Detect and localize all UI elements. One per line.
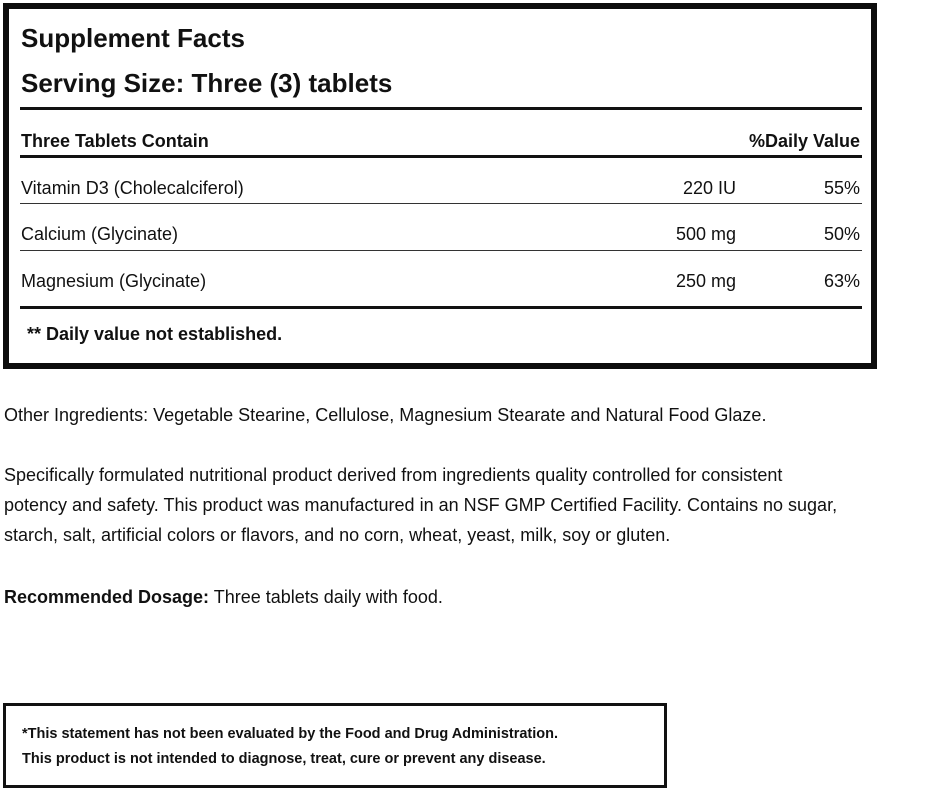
supplement-facts-panel [3,3,877,369]
nutrient-amount: 250 mg [675,271,736,291]
nutrient-amount: 220 IU [682,178,736,198]
other-ingredients: Other Ingredients: Vegetable Stearine, Cellulose, Magnesium Stearate and Natural Food Glaze. [4,405,767,425]
row-divider [20,203,862,204]
fda-disclaimer-box [3,703,667,788]
serving-size: Serving Size: Three (3) tablets [21,68,393,98]
recommended-dosage [4,582,443,612]
description-line: starch, salt, artificial colors or flavors, and no corn, wheat, yeast, milk, soy or gluten. [4,525,671,545]
row-divider [20,250,862,251]
column-header-daily-value: %Daily Value [748,131,860,151]
disclaimer-line: This product is not intended to diagnose, treat, cure or prevent any disease. [22,751,546,767]
panel-title: Supplement Facts [21,23,245,53]
description-line: Specifically formulated nutritional product derived from ingredients quality controlled for consistent [4,465,783,485]
nutrient-row [9,223,871,247]
nutrient-name: Vitamin D3 (Cholecalciferol) [21,178,244,198]
disclaimer-line: *This statement has not been evaluated by the Food and Drug Administration. [22,726,559,742]
dosage-text: Three tablets daily with food. [209,587,443,607]
description-line: potency and safety. This product was manufactured in an NSF GMP Certified Facility. Contains no sugar, [4,495,838,515]
column-header-contents: Three Tablets Contain [21,131,209,151]
daily-value-footnote: ** Daily value not established. [27,324,283,344]
nutrient-row [9,270,871,294]
nutrient-daily-value: 50% [823,224,860,244]
nutrient-amount: 500 mg [675,224,736,244]
dosage-label: Recommended Dosage: [4,587,210,607]
nutrient-daily-value: 55% [823,178,860,198]
nutrient-name: Magnesium (Glycinate) [21,271,207,291]
divider-heavy [20,306,862,309]
nutrient-daily-value: 63% [823,271,860,291]
divider-heavy [20,155,862,158]
nutrient-row [9,177,871,201]
divider-heavy [20,107,862,110]
nutrient-name: Calcium (Glycinate) [21,224,179,244]
